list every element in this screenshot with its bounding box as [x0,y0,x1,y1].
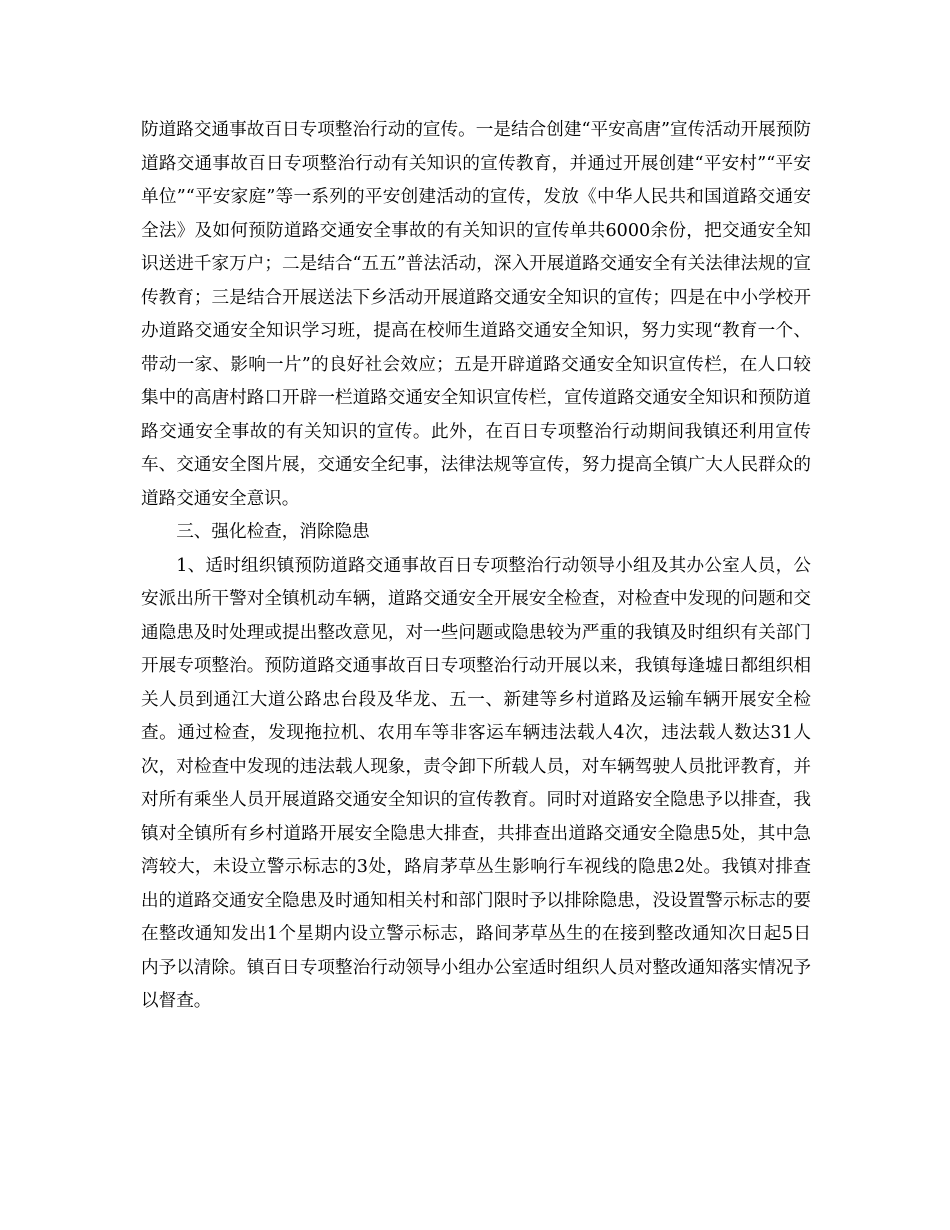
document-body [141,114,811,1019]
paragraph-publicity: 防道路交通事故百日专项整治行动的宣传。一是结合创建“平安高唐”宣传活动开展预防道路交通事故百日专项整治行动有关知识的宣传教育，并通过开展创建“平安村”“平安单位”“平安家庭”等一系列的平安创建活动的宣传，发放《中华人民共和国道路交通安全法》及如何预防道路交通安全事故的有关知识的宣传单共6000余份，把交通安全知识送进千家万户；二是结合“五五”普法活动，深入开展道路交通安全有关法律法规的宣传教育；三是结合开展送法下乡活动开展道路交通安全知识的宣传；四是在中小学校开办道路交通安全知识学习班，提高在校师生道路交通安全知识，努力实现“教育一个、带动一家、影响一片”的良好社会效应；五是开辟道路交通安全知识宣传栏，在人口较集中的高唐村路口开辟一栏道路交通安全知识宣传栏，宣传道路交通安全知识和预防道路交通安全事故的有关知识的宣传。此外，在百日专项整治行动期间我镇还利用宣传车、交通安全图片展，交通安全纪事，法律法规等宣传，努力提高全镇广大人民群众的道路交通安全意识。 [141,120,811,509]
section-heading-inspection: 三、强化检查，消除隐患 [176,522,370,542]
paragraph-inspection: 1、适时组织镇预防道路交通事故百日专项整治行动领导小组及其办公室人员，公安派出所干警对全镇机动车辆，道路交通安全开展安全检查，对检查中发现的问题和交通隐患及时处理或提出整改意见，对一些问题或隐患较为严重的我镇及时组织有关部门开展专项整治。预防道路交通事故百日专项整治行动开展以来，我镇每逢墟日都组织相关人员到通江大道公路忠台段及华龙、五一、新建等乡村道路及运输车辆开展安全检查。通过检查，发现拖拉机、农用车等非客运车辆违法载人4次，违法载人数达31人次，对检查中发现的违法载人现象，责令卸下所载人员，对车辆驾驶人员批评教育，并对所有乘坐人员开展道路交通安全知识的宣传教育。同时对道路安全隐患予以排查，我镇对全镇所有乡村道路开展安全隐患大排查，共排查出道路交通安全隐患5处，其中急湾较大，未设立警示标志的3处，路肩茅草丛生影响行车视线的隐患2处。我镇对排查出的道路交通安全隐患及时通知相关村和部门限时予以排除隐患，没设置警示标志的要在整改通知发出1个星期内设立警示标志，路间茅草丛生的在接到整改通知次日起5日内予以清除。镇百日专项整治行动领导小组办公室适时组织人员对整改通知落实情况予以督查。 [141,555,811,1011]
